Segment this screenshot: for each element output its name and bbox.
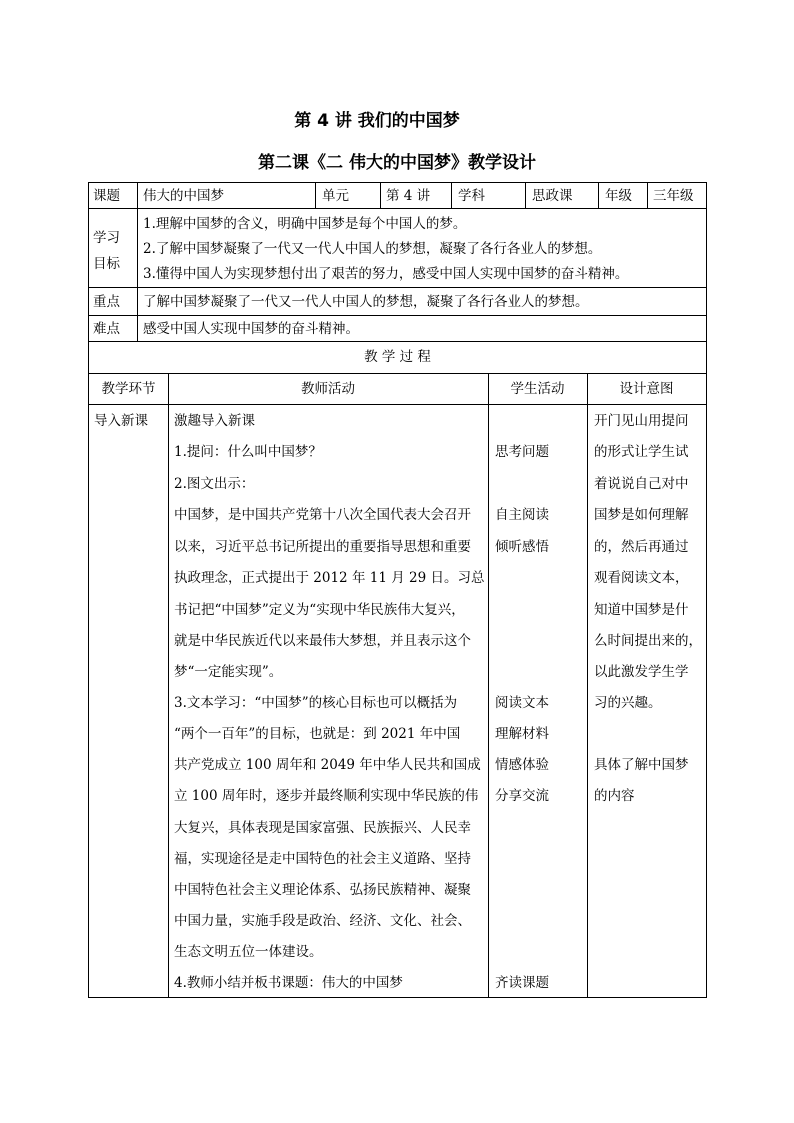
column-header-intent: 设计意图 (619, 381, 674, 397)
table-border-bottom (88, 997, 707, 998)
subject-label: 学科 (458, 188, 485, 204)
teacher-line: 执政理念，正式提出于 2012 年 11 月 29 日。习总 (174, 570, 485, 586)
column-header-student: 学生活动 (510, 381, 565, 397)
intent-line: 国梦是如何理解 (594, 507, 689, 523)
table-divider (647, 182, 648, 209)
table-divider (88, 315, 707, 316)
teacher-line: “两个一百年”的目标，也就是：到 2021 年中国 (174, 726, 461, 742)
teacher-line: 大复兴，具体表现是国家富强、民族振兴、人民幸 (174, 820, 471, 836)
objective-item: 1.理解中国梦的含义，明确中国梦是每个中国人的梦。 (143, 216, 467, 232)
objective-item: 3.懂得中国人为实现梦想付出了艰苦的努力，感受中国人实现中国梦的奋斗精神。 (143, 266, 629, 282)
table-divider (598, 182, 599, 209)
objective-item: 2.了解中国梦凝聚了一代又一代人中国人的梦想，凝聚了各行各业人的梦想。 (143, 241, 602, 257)
table-border-right (706, 182, 707, 998)
teacher-line: 中国梦，是中国共产党第十八次全国代表大会召开 (174, 507, 471, 523)
student-item: 齐读课题 (495, 975, 549, 991)
table-divider (88, 287, 707, 288)
teacher-line: 梦“一定能实现”。 (174, 664, 283, 680)
teacher-line: 生态文明五位一体建设。 (174, 944, 323, 960)
table-border-left (88, 182, 89, 998)
table-divider (168, 373, 169, 998)
table-divider (315, 182, 316, 209)
intent-line: 观看阅读文本， (594, 570, 689, 586)
difficulty-label: 难点 (93, 321, 120, 337)
process-heading: 教 学 过 程 (364, 349, 431, 365)
teacher-line: 共产党成立 100 周年和 2049 年中华人民共和国成 (174, 757, 481, 773)
student-item: 自主阅读 (495, 507, 549, 523)
student-item: 情感体验 (495, 757, 549, 773)
subject-value: 思政课 (532, 188, 573, 204)
objectives-label: 学习 (93, 230, 120, 246)
grade-value: 三年级 (653, 188, 694, 204)
intent-line: 的，然后再通过 (594, 539, 689, 555)
grade-label: 年级 (605, 188, 632, 204)
teacher-line: 福，实现途径是走中国特色的社会主义道路、坚持 (174, 851, 471, 867)
intent-line: 习的兴趣。 (594, 695, 662, 711)
student-item: 倾听感悟 (495, 539, 549, 555)
intent-line: 的内容 (594, 788, 635, 804)
teacher-line: 4.教师小结并板书课题：伟大的中国梦 (174, 975, 403, 991)
teacher-line: 以来，习近平总书记所提出的重要指导思想和重要 (174, 539, 471, 555)
intent-line: 以此激发学生学 (594, 664, 689, 680)
key-point-label: 重点 (93, 294, 120, 310)
table-divider (88, 208, 707, 209)
intent-line: 着说说自己对中 (594, 476, 689, 492)
key-point-text: 了解中国梦凝聚了一代又一代人中国人的梦想，凝聚了各行各业人的梦想。 (143, 294, 589, 310)
teacher-line: 1.提问：什么叫中国梦？ (174, 444, 322, 460)
column-header-teacher: 教师活动 (301, 381, 355, 397)
table-divider (451, 182, 452, 209)
teacher-line: 激趣导入新课 (174, 413, 255, 429)
table-divider (525, 182, 526, 209)
table-divider (587, 373, 588, 998)
table-divider (137, 182, 138, 342)
student-item: 理解材料 (495, 726, 549, 742)
topic-label: 课题 (93, 188, 120, 204)
column-header-stage: 教学环节 (101, 381, 156, 397)
teacher-line: 就是中华民族近代以来最伟大梦想，并且表示这个 (174, 633, 471, 649)
teacher-line: 书记把“中国梦”定义为“实现中华民族伟大复兴， (174, 602, 465, 618)
teacher-line: 立 100 周年时，逐步并最终顺利实现中华民族的伟 (174, 788, 479, 804)
table-divider (88, 373, 707, 374)
teacher-line: 中国力量，实施手段是政治、经济、文化、社会、 (174, 913, 471, 929)
objectives-label: 目标 (93, 256, 120, 272)
table-divider (88, 341, 707, 342)
table-border-top (88, 182, 707, 183)
intent-line: 的形式让学生试 (594, 444, 689, 460)
stage-label: 导入新课 (94, 413, 148, 429)
student-item: 思考问题 (495, 444, 549, 460)
teacher-line: 3.文本学习：“中国梦”的核心目标也可以概括为 (174, 695, 458, 711)
teacher-line: 2.图文出示： (174, 476, 255, 492)
lecture-title: 第 4 讲 我们的中国梦 (294, 111, 460, 131)
topic-value: 伟大的中国梦 (143, 188, 224, 204)
table-divider (88, 404, 707, 405)
unit-value: 第 4 讲 (386, 188, 431, 204)
table-divider (488, 373, 489, 998)
intent-line: 知道中国梦是什 (594, 602, 689, 618)
difficulty-text: 感受中国人实现中国梦的奋斗精神。 (143, 321, 359, 337)
table-divider (380, 182, 381, 209)
intent-line: 开门见山用提问 (594, 413, 689, 429)
unit-label: 单元 (322, 188, 349, 204)
lesson-title: 第二课《二 伟大的中国梦》教学设计 (258, 153, 536, 173)
intent-line: 具体了解中国梦 (594, 757, 689, 773)
intent-line: 么时间提出来的， (594, 633, 702, 649)
teacher-line: 中国特色社会主义理论体系、弘扬民族精神、凝聚 (174, 882, 471, 898)
student-item: 分享交流 (495, 788, 549, 804)
student-item: 阅读文本 (495, 695, 549, 711)
